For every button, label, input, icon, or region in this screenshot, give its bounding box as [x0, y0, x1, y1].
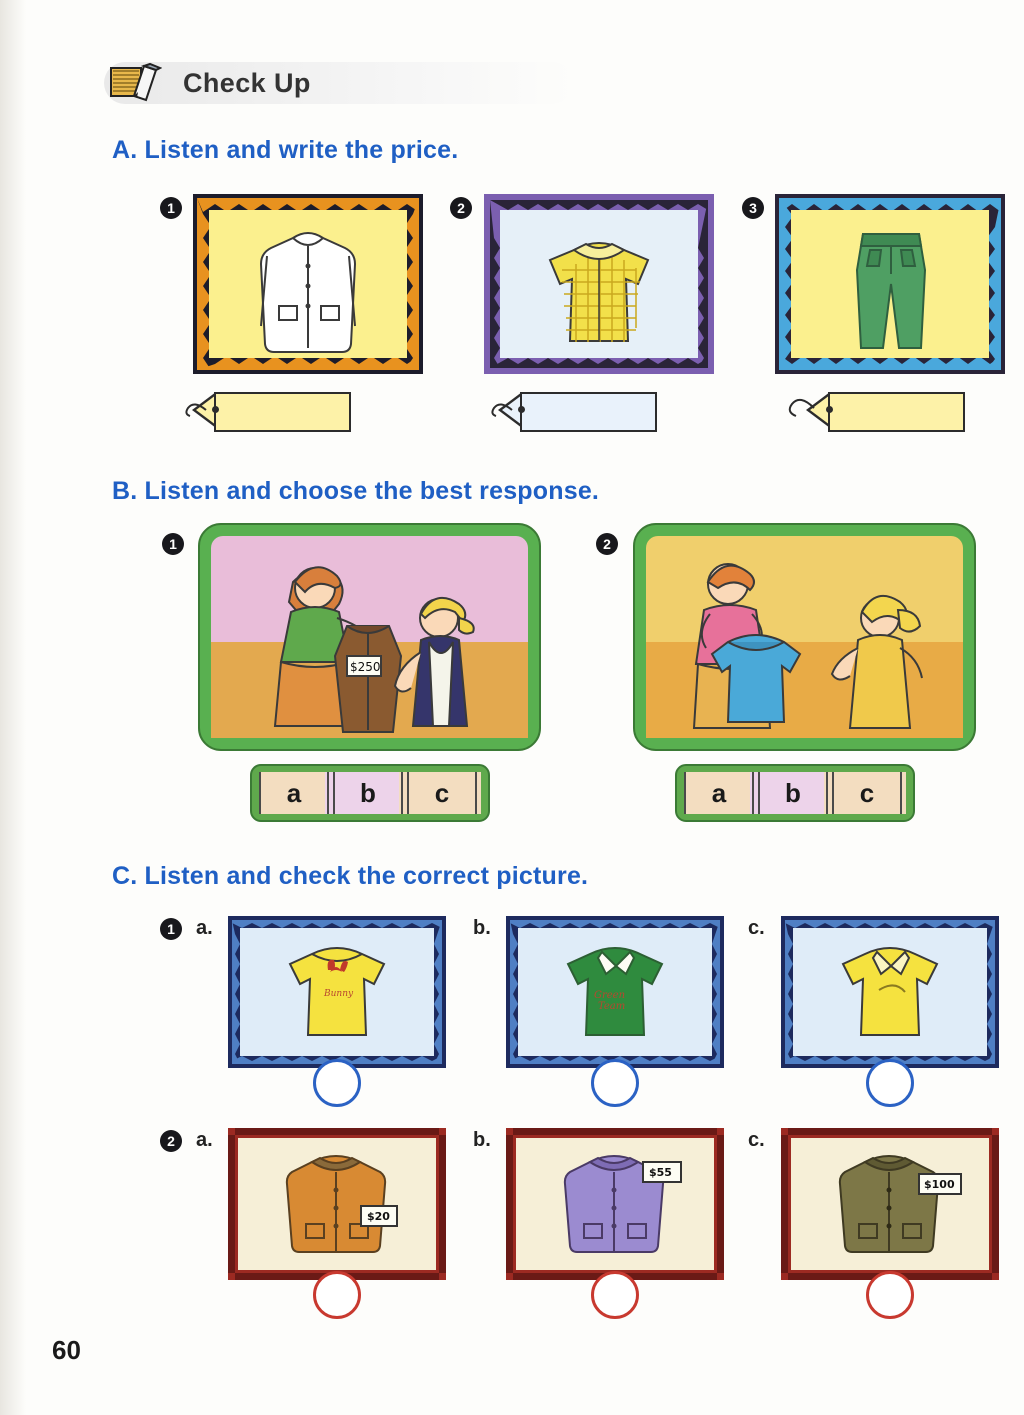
choice-b2-a[interactable]: a: [684, 772, 754, 814]
section-b-heading: B. Listen and choose the best response.: [112, 477, 600, 505]
picture-b2-shopping-scene: [632, 522, 977, 752]
tag-string-a2: [488, 398, 514, 420]
check-circle-c2b[interactable]: [591, 1271, 639, 1319]
svg-text:$100: $100: [924, 1178, 955, 1191]
option-letter-c2c: c.: [748, 1129, 765, 1151]
check-circle-c2c[interactable]: [866, 1271, 914, 1319]
section-a-heading: A. Listen and write the price.: [112, 136, 459, 164]
svg-text:$250: $250: [350, 660, 381, 674]
answer-tag-a2[interactable]: [498, 392, 653, 430]
svg-text:$55: $55: [649, 1166, 672, 1179]
item-number-c1: 1: [160, 918, 182, 940]
option-letter-c1a: a.: [196, 917, 213, 939]
choice-b2-b[interactable]: b: [758, 772, 828, 814]
choices-b1[interactable]: [250, 764, 490, 822]
tag-hole-a2: [518, 406, 525, 413]
item-number-a2: 2: [450, 197, 472, 219]
choices-b2[interactable]: [675, 764, 915, 822]
choice-b2-c[interactable]: c: [832, 772, 902, 814]
check-circle-c2a[interactable]: [313, 1271, 361, 1319]
picture-c2b-purple-jacket: [506, 1128, 724, 1280]
check-circle-c1a[interactable]: [313, 1059, 361, 1107]
section-c-heading: C. Listen and check the correct picture.: [112, 862, 589, 890]
item-number-b2: 2: [596, 533, 618, 555]
page-number: 60: [52, 1335, 81, 1365]
svg-text:Team: Team: [598, 1001, 626, 1012]
picture-a1-white-coat: [193, 194, 423, 374]
choice-b1-a[interactable]: a: [259, 772, 329, 814]
picture-a3-green-jeans: [775, 194, 1005, 374]
svg-text:Bunny: Bunny: [324, 989, 354, 999]
item-number-c2: 2: [160, 1130, 182, 1152]
picture-c2a-orange-jacket: [228, 1128, 446, 1280]
option-letter-c1b: b.: [473, 917, 491, 939]
option-letter-c2b: b.: [473, 1129, 491, 1151]
tag-string-a1: [182, 398, 208, 420]
tag-hole-a1: [212, 406, 219, 413]
item-number-b1: 1: [162, 533, 184, 555]
option-letter-c2a: a.: [196, 1129, 213, 1151]
svg-text:$20: $20: [367, 1210, 390, 1223]
picture-c1a-yellow-tshirt: [228, 916, 446, 1068]
picture-c1c-yellow-polo: [781, 916, 999, 1068]
answer-blank-a3[interactable]: [828, 392, 965, 432]
check-circle-c1b[interactable]: [591, 1059, 639, 1107]
answer-blank-a2[interactable]: [520, 392, 657, 432]
picture-c1b-green-polo: [506, 916, 724, 1068]
picture-c2c-olive-jacket: [781, 1128, 999, 1280]
choice-b1-c[interactable]: c: [407, 772, 477, 814]
tag-string-a3: [786, 392, 816, 420]
tag-hole-a3: [826, 406, 833, 413]
option-letter-c1c: c.: [748, 917, 765, 939]
picture-a2-plaid-shirt: [484, 194, 714, 374]
svg-text:Green: Green: [594, 990, 626, 1001]
answer-tag-a1[interactable]: [192, 392, 347, 430]
check-circle-c1c[interactable]: [866, 1059, 914, 1107]
picture-b1-shopping-scene: [197, 522, 542, 752]
item-number-a1: 1: [160, 197, 182, 219]
item-number-a3: 3: [742, 197, 764, 219]
page-title: Check Up: [183, 68, 311, 98]
choice-b1-b[interactable]: b: [333, 772, 403, 814]
answer-blank-a1[interactable]: [214, 392, 351, 432]
open-book-icon: [110, 62, 162, 102]
answer-tag-a3[interactable]: [806, 392, 961, 430]
header-banner: [104, 62, 574, 104]
